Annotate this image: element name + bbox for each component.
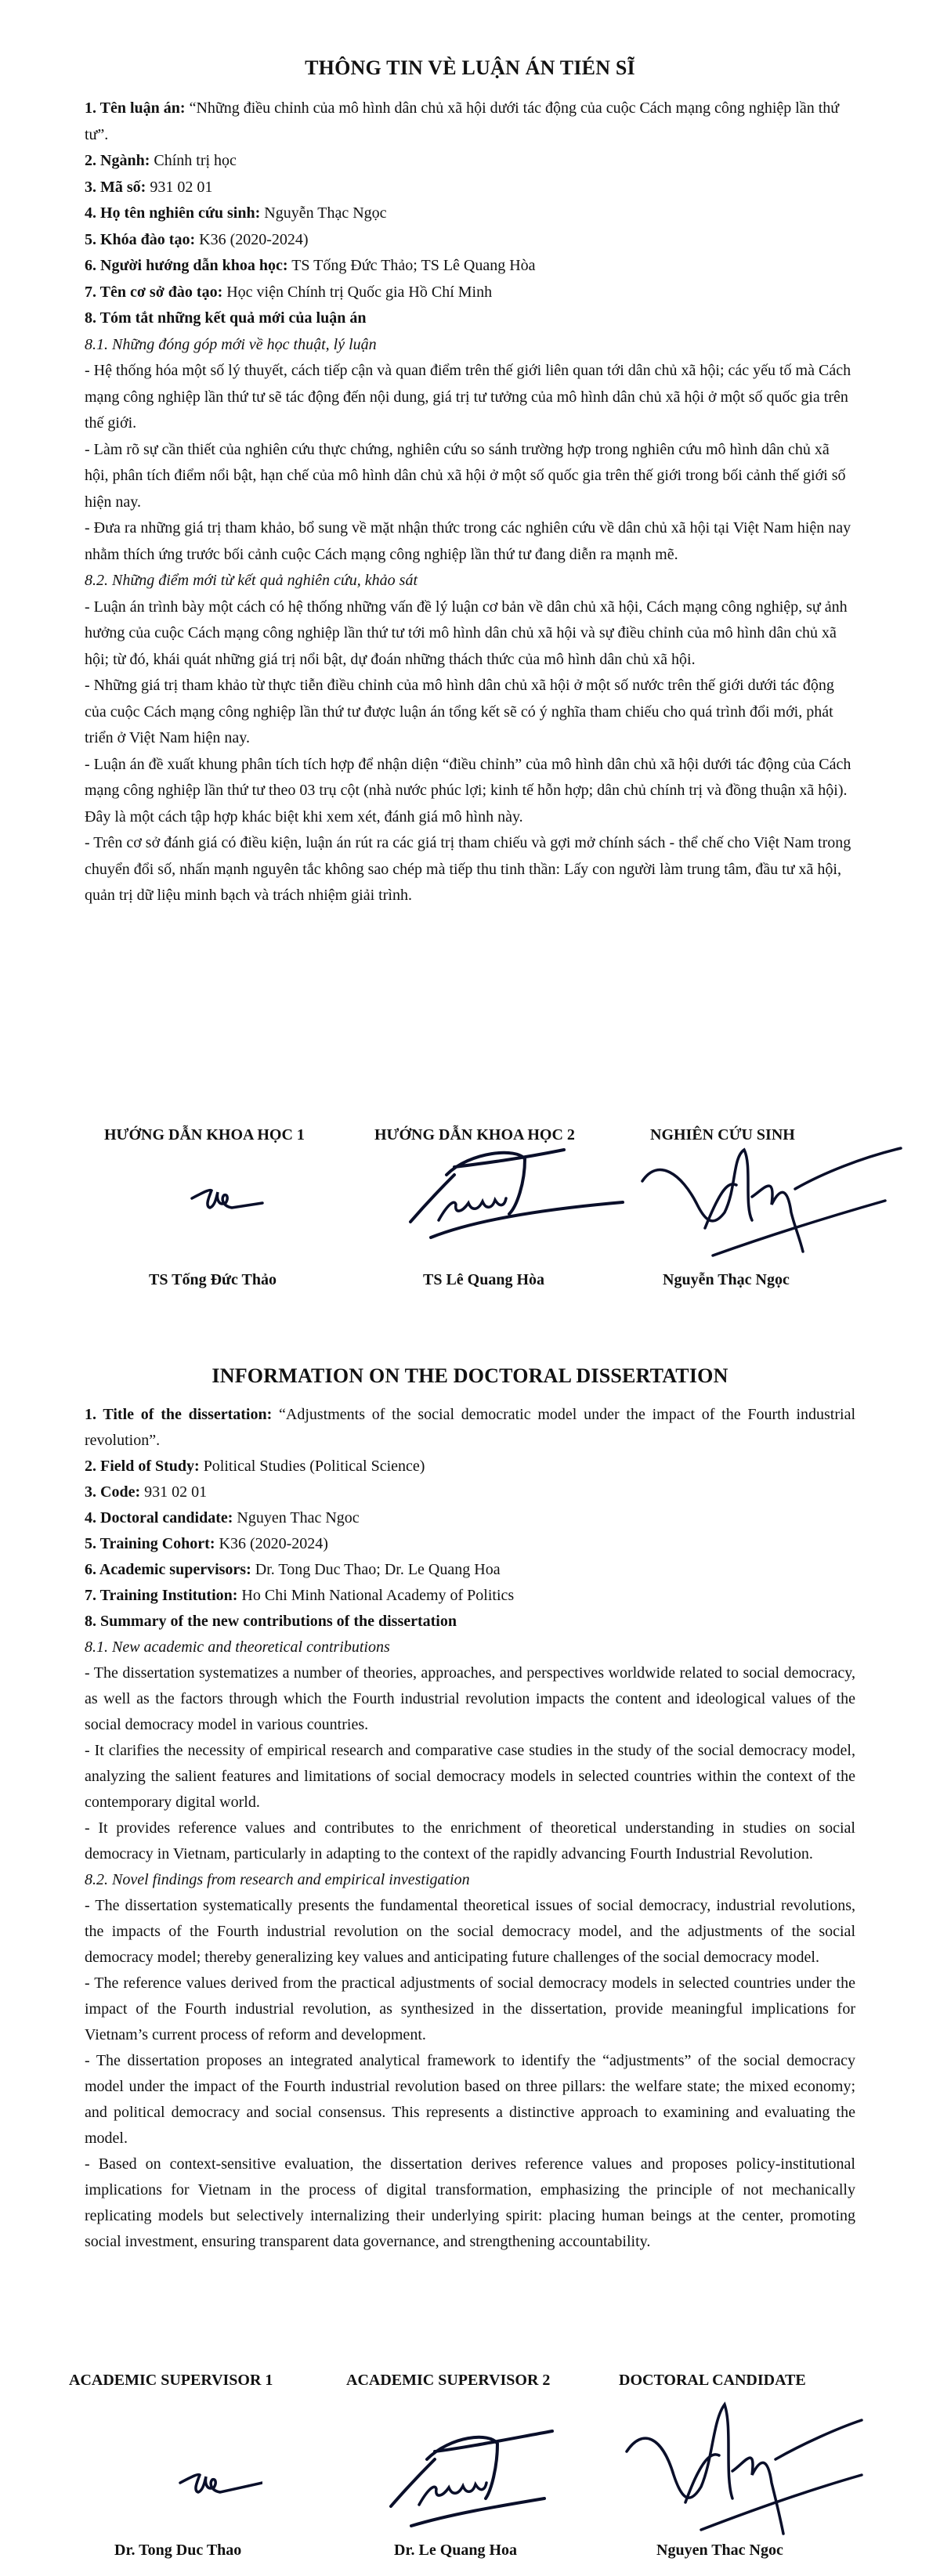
item-label: 5. Khóa đào tạo:: [85, 230, 196, 248]
item-value: K36 (2020-2024): [195, 230, 309, 248]
item-label: 6. Người hướng dẫn khoa học:: [85, 257, 288, 274]
vi-item-6: [85, 253, 855, 280]
item-label: 4. Doctoral candidate:: [85, 1509, 233, 1526]
en-sig-role-1: ACADEMIC SUPERVISOR 1: [69, 2372, 273, 2389]
en-sig-name-1: Dr. Tong Duc Thao: [114, 2542, 242, 2559]
vi-item-2: [85, 148, 855, 175]
en-item-4: [85, 1505, 855, 1531]
signature-1-icon: [176, 2459, 262, 2506]
en-sig-role-3: DOCTORAL CANDIDATE: [619, 2372, 806, 2389]
en-sub2-point: - Based on context-sensitive evaluation, the dissertation derives reference values and proposes policy-institutional implications for Vietnam in the process of digital transformation, emphasizing the principle of not mechanically replicating models but selectively internalizing their underlying spirit: placing human beings at the center, promoting social investment, ensuring transparent data governance, and strengthening accountability.: [85, 2155, 855, 2250]
item-label: 4. Họ tên nghiên cứu sinh:: [85, 204, 261, 222]
item-value: 931 02 01: [146, 178, 213, 196]
vi-summary-heading: 8. Tóm tắt những kết quả mới của luận án: [85, 309, 367, 327]
item-value: K36 (2020-2024): [215, 1535, 328, 1552]
en-sig-name-2: Dr. Le Quang Hoa: [394, 2542, 518, 2559]
vi-item-3: [85, 175, 855, 201]
en-sub1-point: - It provides reference values and contributes to the enrichment of theoretical understanding in studies on social democracy in Vietnam, particularly in adapting to the context of the rapidly advancing Fourth Industrial Revolution.: [85, 1819, 855, 1862]
vi-sub2-point: - Những giá trị tham khảo từ thực tiễn điều chỉnh của mô hình dân chủ xã hội ở một số nước trên thế giới dưới tác động của cuộc Cách mạng công nghiệp lần thứ tư được luận án tổng kết sẽ có ý nghĩa tham chiếu cho quá trình đổi mới, phát triển ở Việt Nam hiện nay.: [85, 677, 834, 746]
en-item-7: [85, 1583, 855, 1609]
item-value: Political Studies (Political Science): [199, 1458, 425, 1475]
vi-item-1: [85, 96, 855, 148]
vi-sig-role-1: HƯỚNG DẪN KHOA HỌC 1: [104, 1126, 305, 1143]
item-value: 931 02 01: [140, 1483, 208, 1501]
en-sub1-point: - It clarifies the necessity of empirical research and comparative case studies in the study of the social democracy model, analyzing the salient features and limitations of social democracy models in selected countries within the context of the contemporary digital world.: [85, 1742, 855, 1811]
item-value: “Những điều chỉnh của mô hình dân chủ xã hội dưới tác động của cuộc Cách mạng công nghiệp lần thứ tư”.: [85, 99, 840, 143]
item-label: 1. Tên luận án:: [85, 99, 186, 117]
item-value: “Adjustments of the social democratic model under the impact of the Fourth industrial revolution”.: [85, 1406, 856, 1449]
signature-3-icon: [619, 2397, 870, 2538]
item-label: 1. Title of the dissertation:: [85, 1406, 273, 1423]
en-sub2-point: - The dissertation systematically presents the fundamental theoretical issues of social democracy, industrial revolutions, the impacts of the Fourth industrial revolution on the social democracy model, and the adjustments of the social democracy model; thereby generalizing key values and anticipating future challenges of the social democracy model.: [85, 1897, 855, 1966]
en-sub2-point: - The dissertation proposes an integrated analytical framework to identify the “adjustments” of the social democracy model under the impact of the Fourth industrial revolution based on three pillars: the welfare state; the mixed economy; and political democracy and social consensus. This represents a distinctive approach to examining and evaluating the model.: [85, 2052, 855, 2147]
signature-2-icon: [388, 2428, 560, 2530]
item-label: 2. Ngành:: [85, 152, 150, 169]
vi-sig-name-3: Nguyễn Thạc Ngọc: [663, 1271, 790, 1288]
en-sub1-heading: 8.1. New academic and theoretical contributions: [85, 1638, 390, 1656]
vi-sig-role-2: HƯỚNG DẪN KHOA HỌC 2: [374, 1126, 575, 1143]
vi-title: THÔNG TIN VÈ LUẬN ÁN TIÉN SĨ: [305, 56, 635, 79]
en-sig-role-2: ACADEMIC SUPERVISOR 2: [346, 2372, 551, 2389]
en-item-6: [85, 1557, 855, 1583]
vi-sig-role-3: NGHIÊN CỨU SINH: [650, 1126, 795, 1143]
vi-sub1-point: - Hệ thống hóa một số lý thuyết, cách tiếp cận và quan điểm trên thế giới liên quan tới dân chủ xã hội; các yếu tố mà Cách mạng công nghiệp lần thứ tư sẽ tác động đến nội dung, giá trị tư tưởng của mô hình dân chủ xã hội ở một số quốc gia trên thế giới.: [85, 362, 851, 432]
vi-sub2-heading: 8.2. Những điểm mới từ kết quả nghiên cứu, khảo sát: [85, 572, 418, 589]
vi-sig-name-1: TS Tống Đức Thảo: [149, 1271, 277, 1288]
item-value: Nguyen Thac Ngoc: [233, 1509, 360, 1526]
en-item-5: [85, 1531, 855, 1557]
item-value: Nguyễn Thạc Ngọc: [260, 204, 387, 222]
vi-sub2-point: - Luận án đề xuất khung phân tích tích hợp để nhận diện “điều chỉnh” của mô hình dân chủ xã hội dưới tác động của Cách mạng công nghiệp lần thứ tư theo 03 trụ cột (nhà nước phúc lợi; kinh tế hỗn hợp; dân chủ chính trị và đồng thuận xã hội). Đây là một cách tập hợp khác biệt khi xem xét, đánh giá mô hình này.: [85, 755, 851, 826]
item-label: 7. Training Institution:: [85, 1587, 238, 1604]
vi-item-5: [85, 227, 855, 254]
en-body: [85, 1402, 855, 2255]
vi-sub1-point: - Đưa ra những giá trị tham khảo, bổ sung về mặt nhận thức trong các nghiên cứu về dân chủ xã hội tại Việt Nam hiện nay nhằm thích ứng trước bối cảnh cuộc Cách mạng công nghiệp lần thứ tư đang diễn ra mạnh mẽ.: [85, 519, 851, 563]
en-item-3: [85, 1479, 855, 1505]
item-value: Ho Chi Minh National Academy of Politics: [237, 1587, 515, 1604]
item-value: Dr. Tong Duc Thao; Dr. Le Quang Hoa: [251, 1561, 501, 1578]
item-label: 3. Mã số:: [85, 178, 146, 196]
item-label: 5. Training Cohort:: [85, 1535, 215, 1552]
item-value: Học viện Chính trị Quốc gia Hồ Chí Minh: [222, 283, 493, 301]
item-label: 7. Tên cơ sở đào tạo:: [85, 283, 223, 301]
vi-sub2-point: - Luận án trình bày một cách có hệ thống những vấn đề lý luận cơ bản về dân chủ xã hội, Cách mạng công nghiệp, sự ảnh hưởng của cuộc Cách mạng công nghiệp lần thứ tư tới mô hình dân chủ xã hội và sự điều chỉnh của mô hình dân chủ xã hội; từ đó, khái quát những giá trị nổi bật, dự đoán những thách thức của mô hình dân chủ xã hội.: [85, 598, 848, 668]
item-label: 6. Academic supervisors:: [85, 1561, 251, 1578]
vi-sub1-point: - Làm rõ sự cần thiết của nghiên cứu thực chứng, nghiên cứu so sánh trường hợp trong nghiên cứu mô hình dân chủ xã hội, phân tích điểm nổi bật, hạn chế của mô hình dân chủ xã hội ở một số quốc gia trên thế giới trong bối cảnh thế giới số hiện nay.: [85, 440, 846, 511]
en-sub2-point: - The reference values derived from the practical adjustments of social democracy models in selected countries under the impact of the Fourth industrial revolution, as synthesized in the dissertation, provide meaningful implications for Vietnam’s current process of reform and development.: [85, 1974, 855, 2043]
en-title: INFORMATION ON THE DOCTORAL DISSERTATION: [212, 1364, 728, 1387]
vi-item-7: [85, 280, 855, 306]
vi-sig-name-2: TS Lê Quang Hòa: [423, 1271, 545, 1288]
en-sub1-point: - The dissertation systematizes a number of theories, approaches, and perspectives worldwide related to social democracy, as well as the factors through which the Fourth industrial revolution impacts the content and ideological values of the social democracy model in various countries.: [85, 1664, 855, 1733]
vi-body: [85, 96, 855, 909]
en-sig-name-3: Nguyen Thac Ngoc: [656, 2542, 783, 2559]
item-label: 3. Code:: [85, 1483, 141, 1501]
signature-3-icon: [627, 1142, 909, 1259]
vi-sub2-point: - Trên cơ sở đánh giá có điều kiện, luận án rút ra các giá trị tham chiếu và gợi mở chính sách - thể chế cho Việt Nam trong chuyển đổi số, nhấn mạnh nguyên tắc không sao chép mà tiếp thu tinh thần: Lấy con người làm trung tâm, đầu tư xã hội, quản trị dữ liệu minh bạch và trách nhiệm giải trình.: [85, 834, 851, 904]
en-item-2: [85, 1454, 855, 1479]
item-value: Chính trị học: [150, 152, 237, 169]
signature-1-icon: [188, 1175, 274, 1222]
en-summary-heading: 8. Summary of the new contributions of the dissertation: [85, 1613, 457, 1630]
en-item-1: [85, 1402, 855, 1454]
signature-2-icon: [407, 1143, 627, 1245]
vi-item-4: [85, 201, 855, 227]
item-label: 2. Field of Study:: [85, 1458, 200, 1475]
item-value: TS Tống Đức Thảo; TS Lê Quang Hòa: [287, 257, 536, 274]
vi-sub1-heading: 8.1. Những đóng góp mới về học thuật, lý luận: [85, 335, 377, 353]
en-sub2-heading: 8.2. Novel findings from research and empirical investigation: [85, 1871, 470, 1888]
